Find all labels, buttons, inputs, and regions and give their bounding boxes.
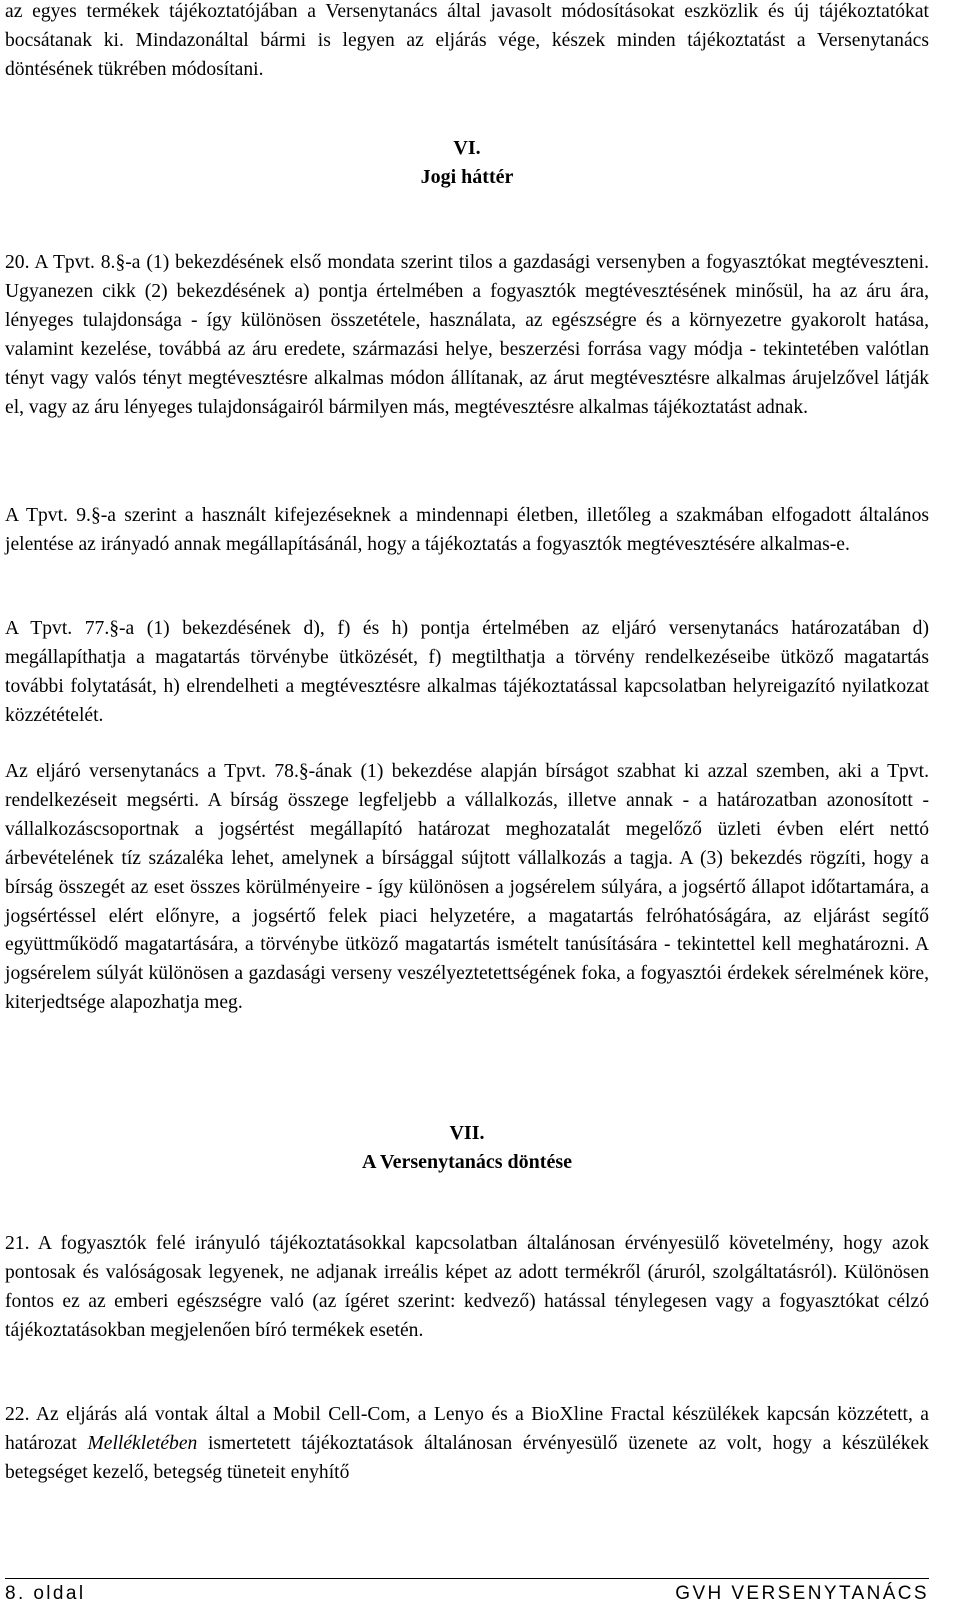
page-footer xyxy=(5,1578,929,1605)
paragraph-22 xyxy=(5,1401,929,1488)
paragraph-22-text-end: ismertetett tájékoztatások általánosan érvényesülő üzenete az volt, hogy a készülékek betegséget kezelő, betegség tüneteit enyhítő xyxy=(5,1432,929,1483)
section-heading-vii xyxy=(5,1119,929,1177)
section-number: VII. xyxy=(449,1122,485,1144)
section-heading-vi xyxy=(5,134,929,192)
paragraph-tpvt-77: A Tpvt. 77.§-a (1) bekezdésének d), f) és h) pontja értelmében az eljáró versenytanács határozatában d) megállapíthatja a magatartás törvénybe ütközését, f) megtilthatja a törvény rendelkezéseibe ütköző magatartás további folytatását, h) elrendelheti a megtévesztésre alkalmas tájékoztatással kapcsolatban helyreigazító nyilatkozat közzétételét. xyxy=(5,618,929,726)
paragraph-tpvt-9: A Tpvt. 9.§-a szerint a használt kifejezéseknek a mindennapi életben, illetőleg a szakmában elfogadott általános jelentése az irányadó annak megállapításánál, hogy a tájékoztatás a fogyasztók megtévesztésére alkalmas-e. xyxy=(5,505,929,555)
footer-organization: GVH VERSENYTANÁCS xyxy=(675,1583,929,1604)
paragraph-20: 20. A Tpvt. 8.§-a (1) bekezdésének első mondata szerint tilos a gazdasági versenyben a fogyasztókat megtéveszteni. Ugyanezen cikk (2) bekezdésének a) pontja értelmében a fogyasztók megtévesztésének minősül, ha az áru ára, lényeges tulajdonsága - így különösen összetétele, használata, az egészségre és a környezetre gyakorolt hatása, valamint kezelése, továbbá az áru eredete, származási helye, beszerzési forrása vagy módja - tekintetében valótlan tényt vagy valós tényt megtévesztésre alkalmas módon állítanak, az árut megtévesztésre alkalmas árujelzővel látják el, vagy az áru lényeges tulajdonságairól bármilyen más, megtévesztésre alkalmas tájékoztatást adnak. xyxy=(5,252,929,418)
intro-paragraph: az egyes termékek tájékoztatójában a Versenytanács által javasolt módosításokat eszközlik és új tájékoztatókat bocsátanak ki. Mindazonáltal bármi is legyen az eljárás vége, készek minden tájékoztatást a Versenytanács döntésének tükrében módosítani. xyxy=(5,1,929,80)
section-title: A Versenytanács döntése xyxy=(361,1151,572,1173)
page-number: 8. oldal xyxy=(5,1583,86,1604)
section-number: VI. xyxy=(453,137,481,159)
section-title: Jogi háttér xyxy=(420,166,514,188)
paragraph-22-italic-term: Mellékletében xyxy=(87,1432,198,1454)
paragraph-tpvt-78: Az eljáró versenytanács a Tpvt. 78.§-ának (1) bekezdése alapján bírságot szabhat ki azzal szemben, aki a Tpvt. rendelkezéseit megsérti. A bírság összege legfeljebb a vállalkozás, illetve annak - a határozatban azonosított - vállalkozáscsoportnak a jogsértést megállapító határozat meghozatalát megelőző üzleti évben elért nettó árbevételének tíz százaléka lehet, amelynek a bírsággal sújtott vállalkozás a tagja. A (3) bekezdés rögzíti, hogy a bírság összegét az eset összes körülményeire - így különösen a jogsérelem súlyára, a jogsértő állapot időtartamára, a jogsértéssel elért előnyre, a jogsértő felek piaci helyzetére, a magatartás felróhatóságára, az eljárást segítő együttműködő magatartására, a törvénybe ütköző magatartás ismételt tanúsítására - tekintettel kell meghatározni. A jogsérelem súlyát különösen a gazdasági verseny veszélyeztetettségének foka, a fogyasztói érdekek sérelmének köre, kiterjedtsége alapozhatja meg. xyxy=(5,761,929,1014)
paragraph-22-text-start: 22. Az eljárás alá vontak által a Mobil Cell-Com, a Lenyo és a BioXline Fractal készülékek kapcsán közzétett, a határozat xyxy=(5,1404,929,1454)
paragraph-21: 21. A fogyasztók felé irányuló tájékoztatásokkal kapcsolatban általánosan érvényesülő követelmény, hogy azok pontosak és valóságosak legyenek, ne adjanak irreális képet az adott termékről (áruról, szolgáltatásról). Különösen fontos ez az emberi egészségre való (az ígéret szerint: kedvező) hatással ténylegesen vagy a fogyasztókat célzó tájékoztatásokban megjelenően bíró termékek esetén. xyxy=(5,1233,929,1341)
